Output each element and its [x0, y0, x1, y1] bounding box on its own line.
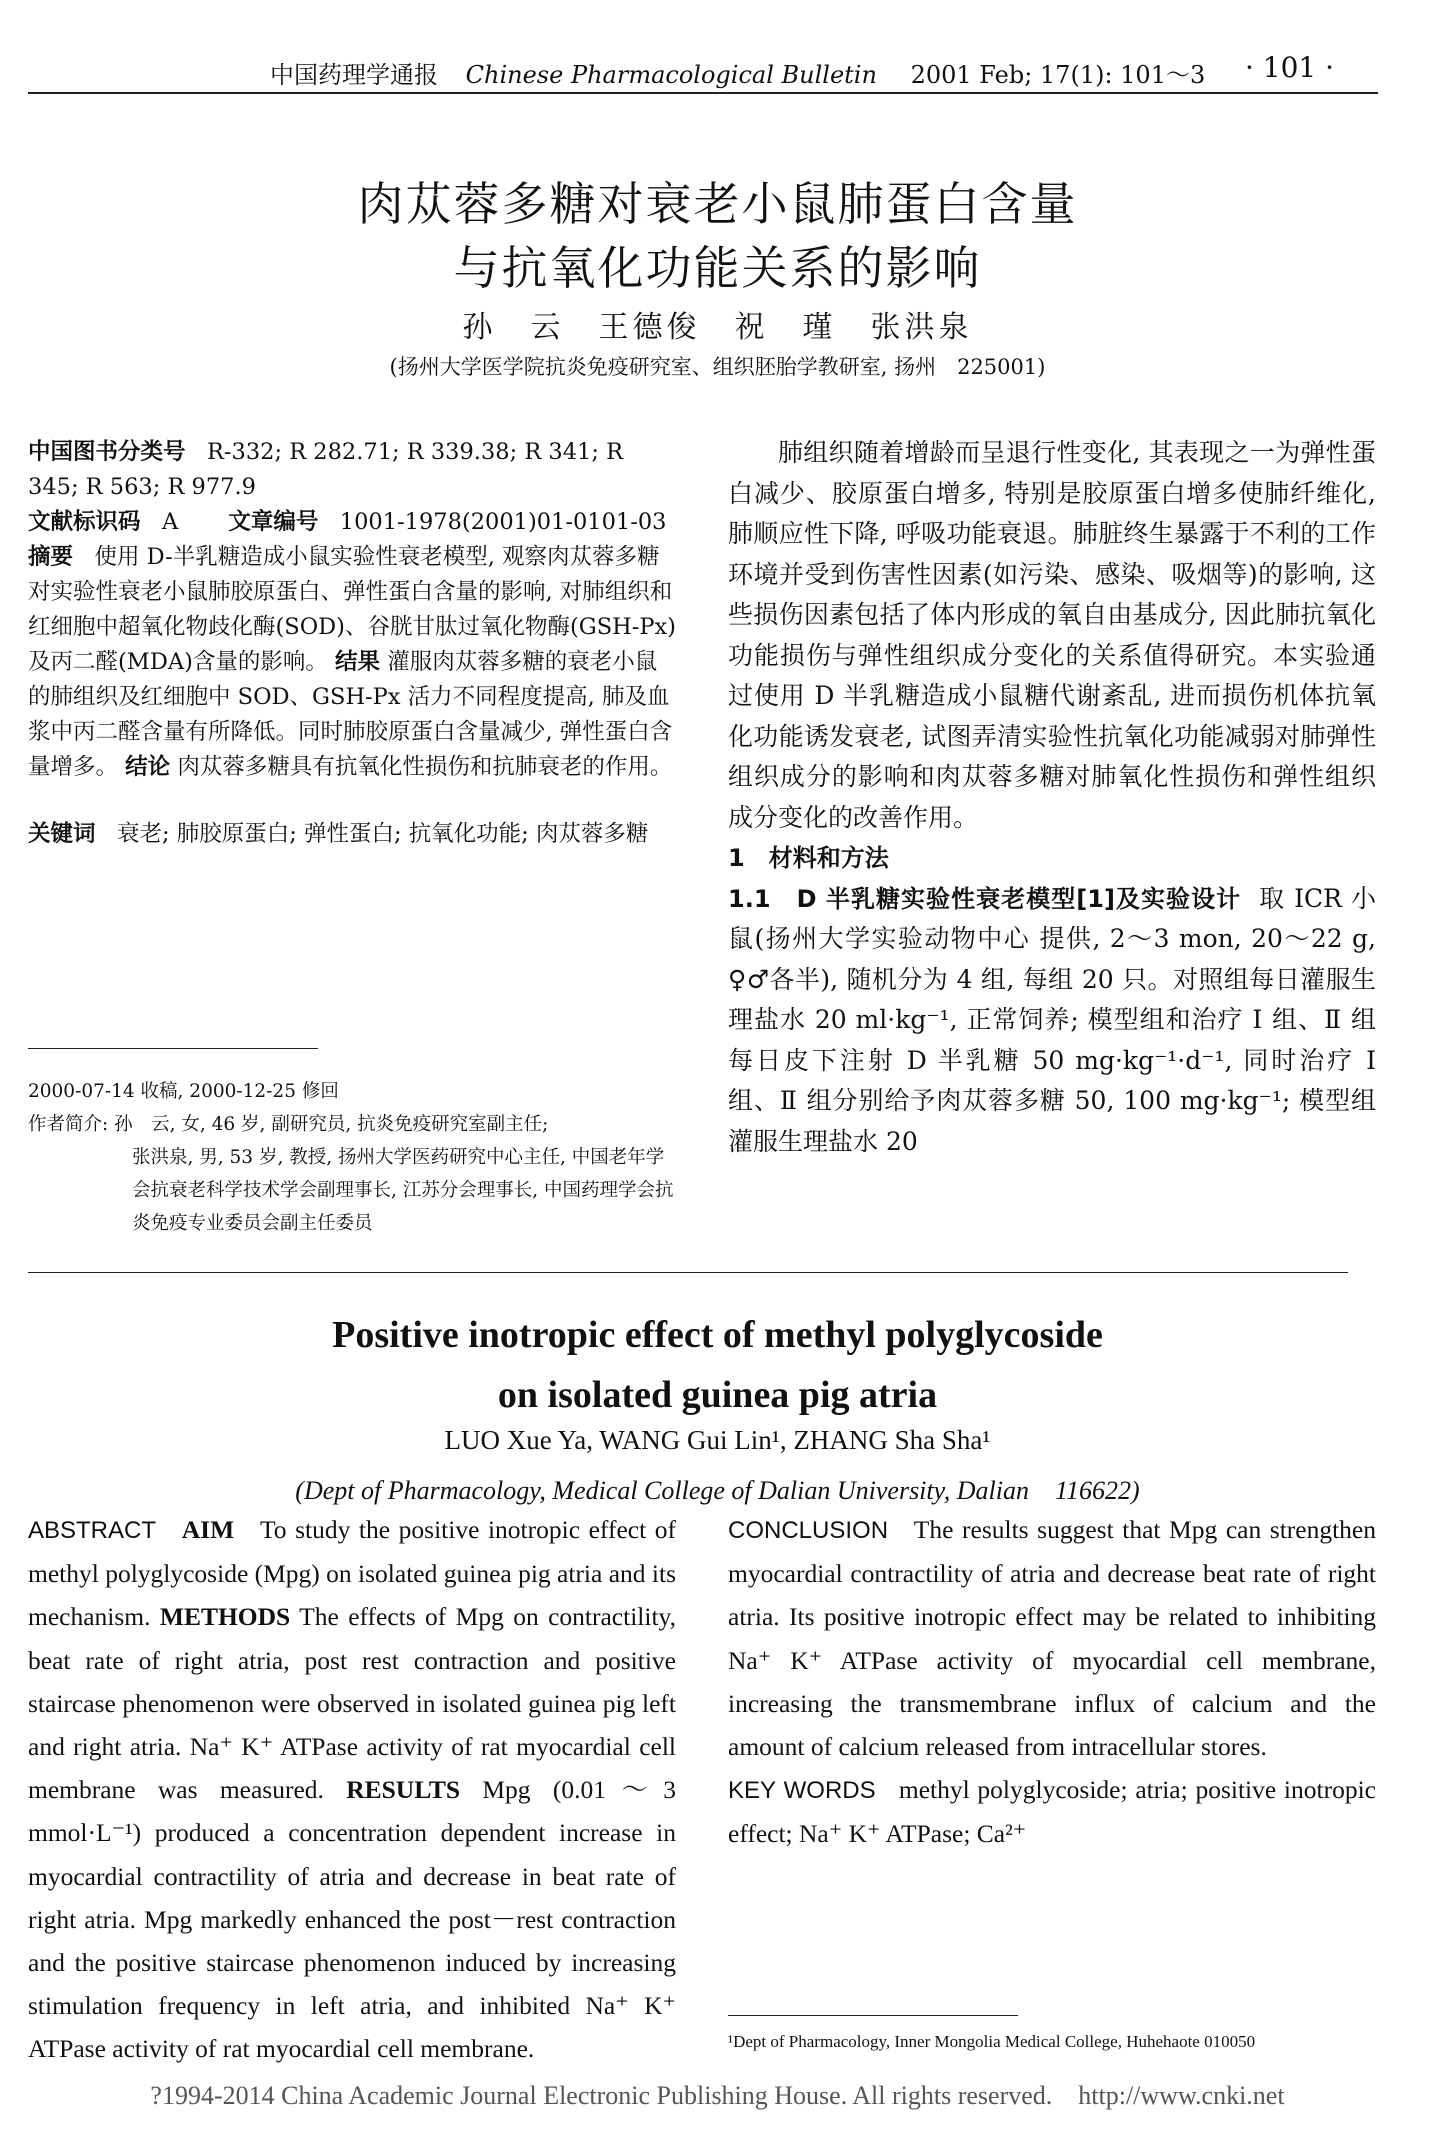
cn-title-line-2: 与抗氧化功能关系的影响 [453, 241, 982, 295]
en-affiliation: (Dept of Pharmacology, Medical College of Dalian University, Dalian 116622) [295, 1476, 1140, 1505]
en-aim-label: AIM [181, 1515, 235, 1544]
author-bio-1: 作者简介: 孙 云, 女, 46 岁, 副研究员, 抗炎免疫研究室副主任; [28, 1114, 549, 1135]
en-conclusion-text: The results suggest that Mpg can strengthen myocardial contractility of atria and decrease beat rate of right atria. Its positive inotropic effect may be related to inhibiting Na⁺ K⁺ ATPase activity of myocardial cell membrane, increasing the transmembrane influx of calcium and the amount of calcium released from intracellular stores. [728, 1515, 1376, 1762]
en-keywords-text: methyl polyglycoside; atria; positive inotropic effect; Na⁺ K⁺ ATPase; Ca²⁺ [728, 1775, 1376, 1849]
article-no-value: 1001-1978(2001)01-0101-03 [339, 509, 667, 535]
clc-line [28, 435, 676, 505]
en-aim-text: To study the positive inotropic effect of methyl polyglycoside (Mpg) on isolated guinea pig atria and its mechanism. [28, 1515, 676, 1632]
cn-title-line-1: 肉苁蓉多糖对衰老小鼠肺蛋白含量 [357, 177, 1078, 231]
en-title-line-1: Positive inotropic effect of methyl polyglycoside [332, 1314, 1103, 1356]
en-results-label: RESULTS [346, 1775, 461, 1805]
conclusion-label: 结论 [125, 754, 171, 780]
conclusion-text: 肉苁蓉多糖具有抗氧化性损伤和抗肺衰老的作用。 [177, 754, 673, 780]
cn-body [728, 433, 1376, 1162]
en-results-text: Mpg (0.01～3 mmol·L⁻¹) produced a concentration dependent increase in myocardial contractility of atria and decrease in beat rate of right atria. Mpg markedly enhanced the post－rest contraction and the positive staircase phenomenon induced by increasing stimulation frequency in left atria, and inhibited Na⁺ K⁺ ATPase activity of rat myocardial cell membrane. [28, 1775, 677, 2064]
cn-abstract-block [28, 435, 676, 852]
en-abstract-right [728, 1508, 1376, 1856]
author-bio-2: 张洪泉, 男, 53 岁, 教授, 扬州大学医药研究中心主任, 中国老年学会抗衰老科学技术学会副理事长, 江苏分会理事长, 中国药理学会抗炎免疫专业委员会副主任委员 [132, 1147, 674, 1234]
en-conclusion-label: CONCLUSION [728, 1517, 889, 1544]
copyright-footer: ?1994-2014 China Academic Journal Electronic Publishing House. All rights reserved. http://www.cnki.net [150, 2081, 1285, 2110]
journal-name-cn: 中国药理学通报 [270, 61, 438, 89]
section-1-1-text: 取 ICR 小鼠(扬州大学实验动物中心 提供, 2～3 mon, 20～22 g, ♀♂各半), 随机分为 4 组, 每组 20 只。对照组每日灌服生理盐水 20 ml·kg⁻¹, 正常饲养; 模型组和治疗 Ⅰ 组、Ⅱ 组每日皮下注射 D 半乳糖 50 mg·kg⁻¹·d⁻¹, 同时治疗 Ⅰ 组、Ⅱ 组分别给予肉苁蓉多糖 50, 100 mg·kg⁻¹; 模型组灌服生理盐水 20 [728, 883, 1376, 1156]
en-methods-text: The effects of Mpg on contractility, beat rate of right atria, post rest contraction and positive staircase phenomenon were observed in isolated guinea pig left and right atria. Na⁺ K⁺ ATPase activity of rat myocardial cell membrane was measured. [28, 1602, 677, 1805]
footnote-rule [28, 1048, 318, 1049]
en-authors: LUO Xue Ya, WANG Gui Lin¹, ZHANG Sha Sha¹ [444, 1425, 991, 1455]
en-abstract-label: ABSTRACT [28, 1517, 157, 1544]
clc-value: R-332; R 282.71; R 339.38; R 341; R 345; R 563; R 977.9 [28, 439, 624, 500]
en-footnote-rule [728, 2015, 1018, 2016]
abstract-text: 使用 D-半乳糖造成小鼠实验性衰老模型, 观察肉苁蓉多糖对实验性衰老小鼠肺胶原蛋白、弹性蛋白含量的影响, 对肺组织和红细胞中超氧化物歧化酶(SOD)、谷胱甘肽过氧化物酶(GSH-Px)及丙二醛(MDA)含量的影响。 [28, 544, 676, 675]
abstract-paragraph [28, 540, 676, 785]
running-header [270, 51, 1370, 90]
doc-code-label: 文献标识码 [28, 509, 141, 535]
cn-footnotes [28, 1075, 678, 1240]
article-no-label: 文章编号 [228, 509, 319, 535]
results-label: 结果 [335, 649, 381, 675]
en-title-line-2: on isolated guinea pig atria [497, 1374, 938, 1416]
cn-affiliation: (扬州大学医学院抗炎免疫研究室、组织胚胎学教研室, 扬州 225001) [389, 355, 1046, 379]
page-number: · 101 · [1245, 51, 1335, 84]
received-date: 2000-07-14 收稿, 2000-12-25 修回 [28, 1081, 339, 1102]
en-keywords-label: KEY WORDS [728, 1777, 876, 1805]
section-1-1 [728, 879, 1376, 1163]
section-rule [28, 1272, 1348, 1273]
intro-paragraph: 肺组织随着增龄而呈退行性变化, 其表现之一为弹性蛋白减少、胶原蛋白增多, 特别是胶原蛋白增多使肺纤维化, 肺顺应性下降, 呼吸功能衰退。肺脏终生暴露于不利的工作环境并受到伤害性因素(如污染、感染、吸烟等)的影响, 这些损伤因素包括了体内形成的氧自由基成分, 因此肺抗氧化功能损伤与弹性组织成分变化的关系值得研究。本实验通过使用 D 半乳糖造成小鼠糖代谢紊乱, 进而损伤机体抗氧化功能诱发衰老, 试图弄清实验性抗氧化功能减弱对肺弹性组织成分的影响和肉苁蓉多糖对肺氧化性损伤和弹性组织成分变化的改善作用。 [728, 438, 1376, 832]
section-heading-1-1: 1.1 D 半乳糖实验性衰老模型[1]及实验设计 [728, 884, 1242, 913]
en-methods-label: METHODS [159, 1602, 291, 1632]
header-rule [28, 92, 1378, 94]
en-footnote: ¹Dept of Pharmacology, Inner Mongolia Medical College, Huhehaote 010050 [728, 2032, 1256, 2051]
cn-authors: 孙 云 王德俊 祝 瑾 张洪泉 [462, 310, 973, 345]
section-heading-1: 1 材料和方法 [728, 844, 889, 872]
keywords-text: 衰老; 肺胶原蛋白; 弹性蛋白; 抗氧化功能; 肉苁蓉多糖 [116, 821, 649, 847]
keywords-label: 关键词 [28, 821, 96, 847]
issue-date: 2001 Feb; 17(1): 101～3 [910, 61, 1206, 89]
abstract-label: 摘要 [28, 544, 74, 570]
keywords-paragraph [28, 817, 676, 852]
journal-name-en: Chinese Pharmacological Bulletin [465, 61, 877, 89]
doc-code-value: A [161, 509, 179, 535]
en-abstract-left [28, 1508, 676, 2071]
clc-label: 中国图书分类号 [28, 439, 186, 465]
results-text: 灌服肉苁蓉多糖的衰老小鼠的肺组织及红细胞中 SOD、GSH-Px 活力不同程度提高, 肺及血浆中丙二醛含量有所降低。同时肺胶原蛋白含量减少, 弹性蛋白含量增多。 [28, 649, 673, 780]
doc-code-line [28, 505, 676, 540]
